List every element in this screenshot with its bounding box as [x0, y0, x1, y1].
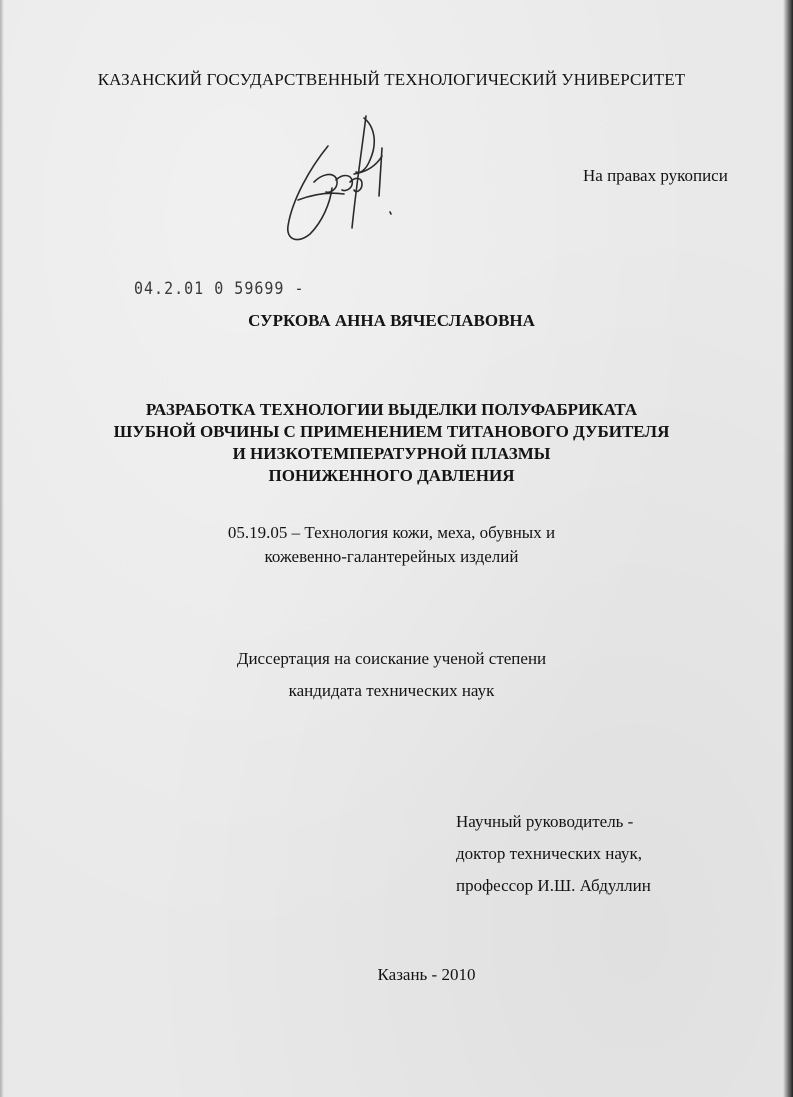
supervisor-line: доктор технических наук, — [456, 844, 643, 863]
specialty-line: кожевенно-галантерейных изделий — [264, 547, 519, 566]
city-year: Казань - 2010 — [377, 965, 476, 984]
specialty-line: 05.19.05 – Технология кожи, меха, обувных и — [227, 523, 556, 542]
author-name: СУРКОВА АННА ВЯЧЕСЛАВОВНА — [248, 311, 535, 330]
dissertation-title — [0, 399, 783, 487]
university-name: КАЗАНСКИЙ ГОСУДАРСТВЕННЫЙ ТЕХНОЛОГИЧЕСКИЙ УНИВЕРСИТЕТ — [97, 70, 686, 89]
specialty-code — [0, 521, 783, 569]
title-line: И НИЗКОТЕМПЕРАТУРНОЙ ПЛАЗМЫ — [232, 444, 551, 463]
supervisor-line: Научный руководитель - — [456, 812, 634, 831]
title-line: ШУБНОЙ ОВЧИНЫ С ПРИМЕНЕНИЕМ ТИТАНОВОГО ДУБИТЕЛЯ — [113, 422, 670, 441]
degree-line: кандидата технических наук — [288, 681, 495, 700]
scan-right-edge-shadow — [783, 0, 793, 1097]
title-line: ПОНИЖЕННОГО ДАВЛЕНИЯ — [268, 466, 515, 485]
title-line: РАЗРАБОТКА ТЕХНОЛОГИИ ВЫДЕЛКИ ПОЛУФАБРИКАТА — [145, 400, 638, 419]
supervisor-line: профессор И.Ш. Абдуллин — [456, 876, 651, 895]
supervisor-block — [456, 806, 651, 902]
degree-line: Диссертация на соискание ученой степени — [236, 649, 547, 668]
archive-stamp: 04.2.01 0 59699 - — [134, 278, 305, 299]
handwritten-signature-icon — [270, 108, 410, 258]
rights-notice: На правах рукописи — [583, 166, 728, 185]
